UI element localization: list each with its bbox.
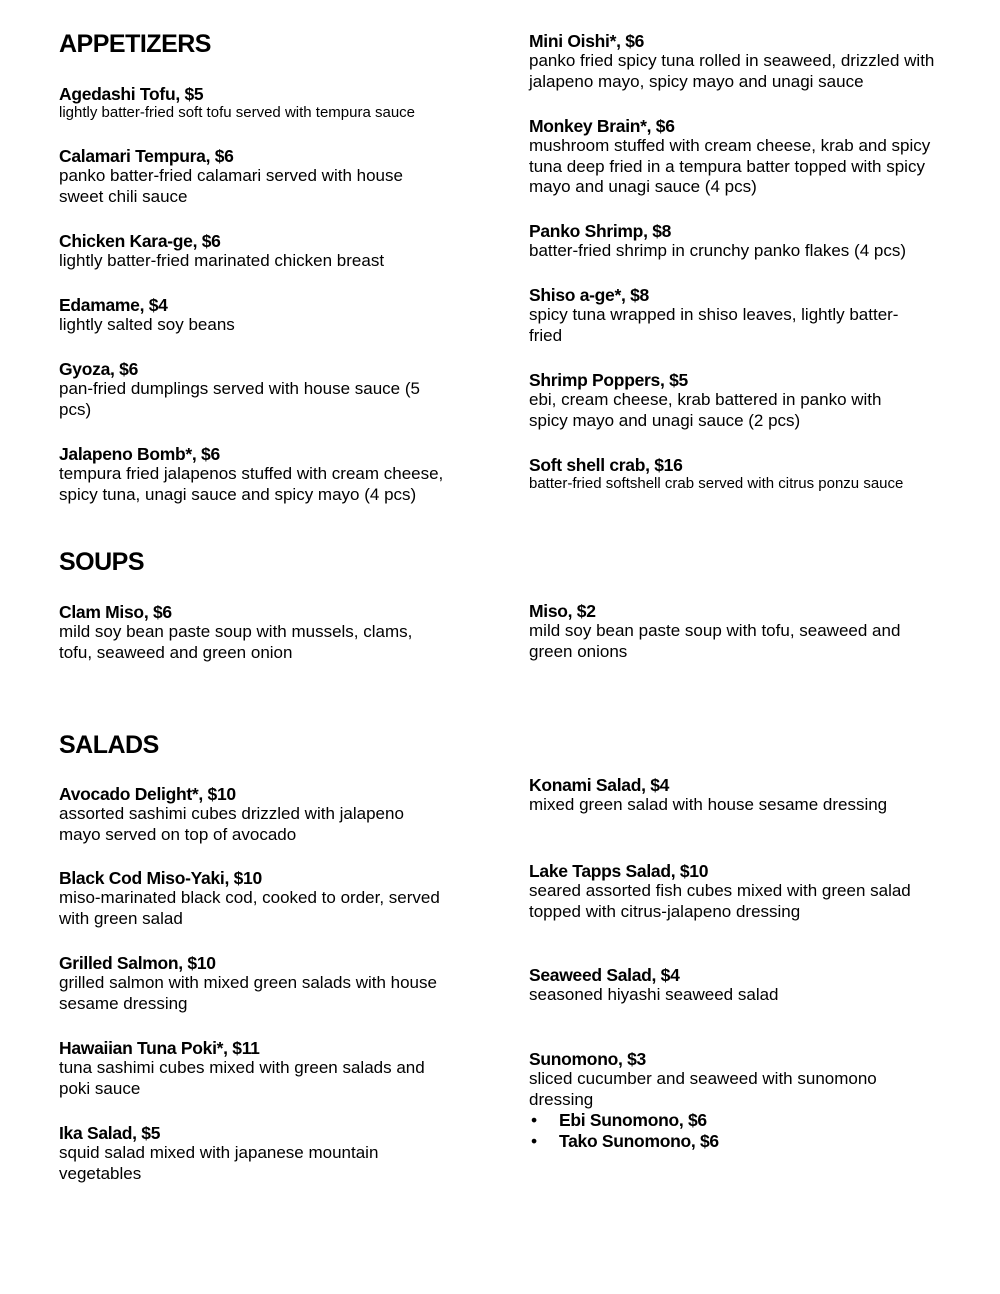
item-name: Agedashi Tofu, $5 <box>59 84 204 104</box>
item-description: miso-marinated black cod, cooked to order, served with green salad <box>59 888 440 928</box>
item-name: Sunomono, $3 <box>529 1049 646 1069</box>
item-name: Grilled Salmon, $10 <box>59 953 216 973</box>
item-description: squid salad mixed with japanese mountain vegetables <box>59 1143 379 1183</box>
item-description: grilled salmon with mixed green salads with house sesame dressing <box>59 973 437 1013</box>
item-name: Chicken Kara-ge, $6 <box>59 231 221 251</box>
item-name: Seaweed Salad, $4 <box>529 965 680 985</box>
menu-item <box>59 784 439 845</box>
item-name: Hawaiian Tuna Poki*, $11 <box>59 1038 260 1058</box>
bullet-icon: • <box>531 1110 537 1130</box>
menu-item <box>59 231 479 272</box>
item-description: mixed green salad with house sesame dressing <box>529 795 888 814</box>
menu-item <box>59 953 469 1014</box>
item-name: Black Cod Miso-Yaki, $10 <box>59 868 262 888</box>
menu-item <box>529 775 949 816</box>
menu-item <box>529 116 949 198</box>
item-description: lightly salted soy beans <box>59 315 235 334</box>
item-description: assorted sashimi cubes drizzled with jalapeno mayo served on top of avocado <box>59 804 404 844</box>
menu-item <box>59 868 469 929</box>
menu-item <box>529 601 929 662</box>
section-title-soups: SOUPS <box>59 548 145 576</box>
menu-item <box>529 965 949 1006</box>
section-title-appetizers: APPETIZERS <box>59 30 211 58</box>
menu-item <box>59 359 429 420</box>
option-label: Ebi Sunomono, $6 <box>559 1110 707 1130</box>
menu-item <box>529 285 929 346</box>
menu-item <box>59 1038 459 1099</box>
item-description: batter-fried softshell crab served with citrus ponzu sauce <box>529 475 904 492</box>
item-name: Jalapeno Bomb*, $6 <box>59 444 220 464</box>
item-name: Lake Tapps Salad, $10 <box>529 861 709 881</box>
item-name: Panko Shrimp, $8 <box>529 221 672 241</box>
menu-item <box>529 370 919 431</box>
item-description: lightly batter-fried marinated chicken breast <box>59 251 385 270</box>
item-description: pan-fried dumplings served with house sauce (5 pcs) <box>59 379 420 419</box>
menu-item <box>59 295 479 336</box>
menu-item <box>529 861 949 922</box>
menu-item <box>529 455 969 493</box>
item-description: seared assorted fish cubes mixed with green salad topped with citrus-jalapeno dressing <box>529 881 911 921</box>
item-name: Shiso a-ge*, $8 <box>529 285 649 305</box>
item-description: tuna sashimi cubes mixed with green salads and poki sauce <box>59 1058 425 1098</box>
item-name: Calamari Tempura, $6 <box>59 146 234 166</box>
menu-item <box>59 146 439 207</box>
item-name: Monkey Brain*, $6 <box>529 116 675 136</box>
item-name: Ika Salad, $5 <box>59 1123 161 1143</box>
item-description: panko fried spicy tuna rolled in seaweed, drizzled with jalapeno mayo, spicy mayo and unagi sauce <box>529 51 935 91</box>
item-name: Mini Oishi*, $6 <box>529 31 645 51</box>
section-title-salads: SALADS <box>59 731 159 759</box>
menu-item <box>529 221 949 262</box>
item-options-list <box>529 1110 909 1152</box>
item-description: tempura fried jalapenos stuffed with cream cheese, spicy tuna, unagi sauce and spicy mayo (4 pcs) <box>59 464 444 504</box>
item-description: seasoned hiyashi seaweed salad <box>529 985 779 1004</box>
list-item <box>529 1131 909 1152</box>
item-name: Shrimp Poppers, $5 <box>529 370 688 390</box>
menu-item <box>529 1049 909 1152</box>
item-name: Soft shell crab, $16 <box>529 455 683 475</box>
item-description: panko batter-fried calamari served with house sweet chili sauce <box>59 166 403 206</box>
item-name: Avocado Delight*, $10 <box>59 784 236 804</box>
item-name: Clam Miso, $6 <box>59 602 172 622</box>
item-description: sliced cucumber and seaweed with sunomono dressing <box>529 1069 877 1109</box>
item-description: ebi, cream cheese, krab battered in panko with spicy mayo and unagi sauce (2 pcs) <box>529 390 882 430</box>
option-label: Tako Sunomono, $6 <box>559 1131 719 1151</box>
bullet-icon: • <box>531 1131 537 1151</box>
item-description: mushroom stuffed with cream cheese, krab and spicy tuna deep fried in a tempura batter topped with spicy mayo and unagi sauce (4 pcs) <box>529 136 931 196</box>
list-item <box>529 1110 909 1131</box>
menu-item <box>59 602 449 663</box>
menu-item <box>529 31 949 92</box>
item-name: Edamame, $4 <box>59 295 168 315</box>
item-description: mild soy bean paste soup with mussels, clams, tofu, seaweed and green onion <box>59 622 413 662</box>
item-description: batter-fried shrimp in crunchy panko flakes (4 pcs) <box>529 241 906 260</box>
item-name: Miso, $2 <box>529 601 596 621</box>
item-description: lightly batter-fried soft tofu served with tempura sauce <box>59 104 416 121</box>
item-description: spicy tuna wrapped in shiso leaves, lightly batter-fried <box>529 305 899 345</box>
item-name: Gyoza, $6 <box>59 359 139 379</box>
menu-item <box>59 84 479 122</box>
item-name: Konami Salad, $4 <box>529 775 670 795</box>
menu-item <box>59 1123 419 1184</box>
item-description: mild soy bean paste soup with tofu, seaweed and green onions <box>529 621 901 661</box>
menu-item <box>59 444 479 505</box>
